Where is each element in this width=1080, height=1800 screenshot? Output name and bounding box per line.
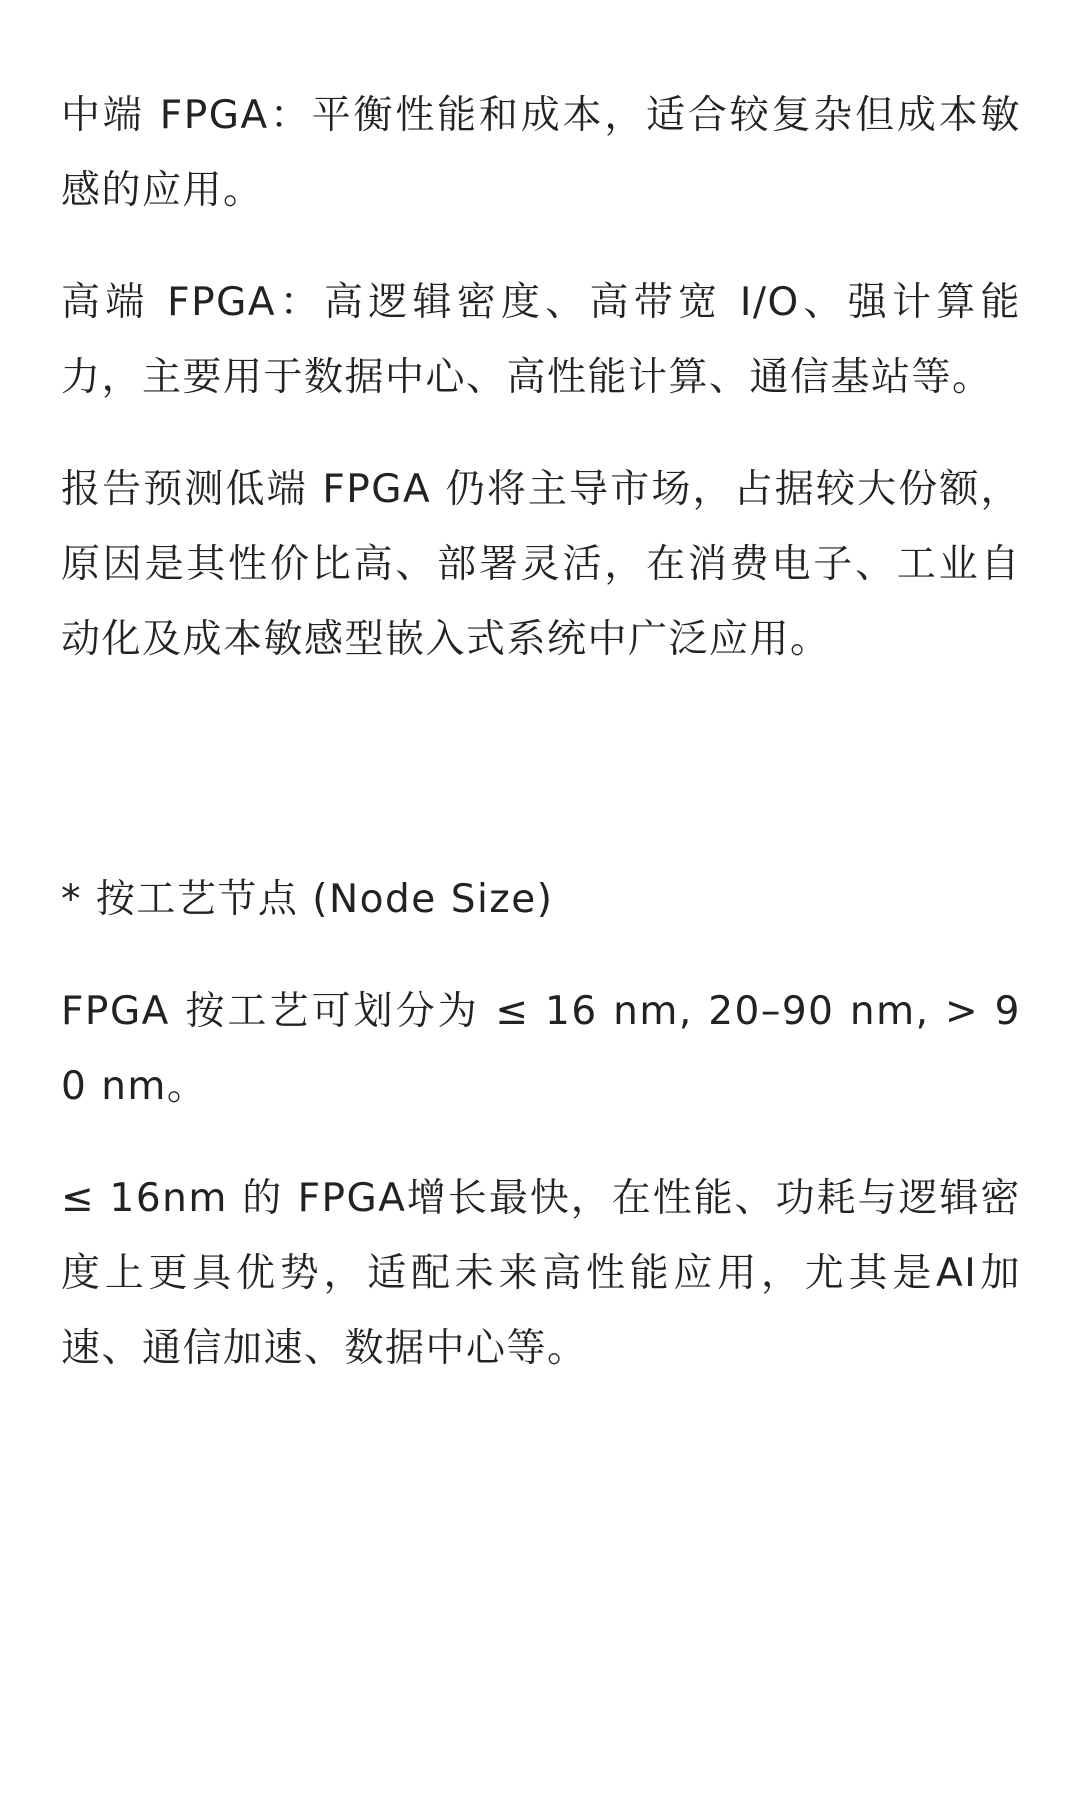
paragraph-mid-range-fpga: 中端 FPGA：平衡性能和成本，适合较复杂但成本敏感的应用。 (61, 93, 1021, 213)
paragraph-high-end-fpga: 高端 FPGA：高逻辑密度、高带宽 I/O、强计算能力，主要用于数据中心、高性能计算、通信基站等。 (61, 280, 1021, 400)
article-body (61, 78, 1021, 1386)
paragraph-market-forecast: 报告预测低端 FPGA 仍将主导市场，占据较大份额，原因是其性价比高、部署灵活，在消费电子、工业自动化及成本敏感型嵌入式系统中广泛应用。 (61, 467, 1021, 662)
paragraph-16nm-growth: ≤ 16nm 的 FPGA增长最快，在性能、功耗与逻辑密度上更具优势，适配未来高性能应用，尤其是AI加速、通信加速、数据中心等。 (61, 1176, 1021, 1371)
paragraph-node-categories: FPGA 按工艺可划分为 ≤ 16 nm, 20–90 nm, > 90 nm。 (61, 989, 1021, 1109)
section-heading-node-size: * 按工艺节点 (Node Size) (61, 877, 554, 922)
